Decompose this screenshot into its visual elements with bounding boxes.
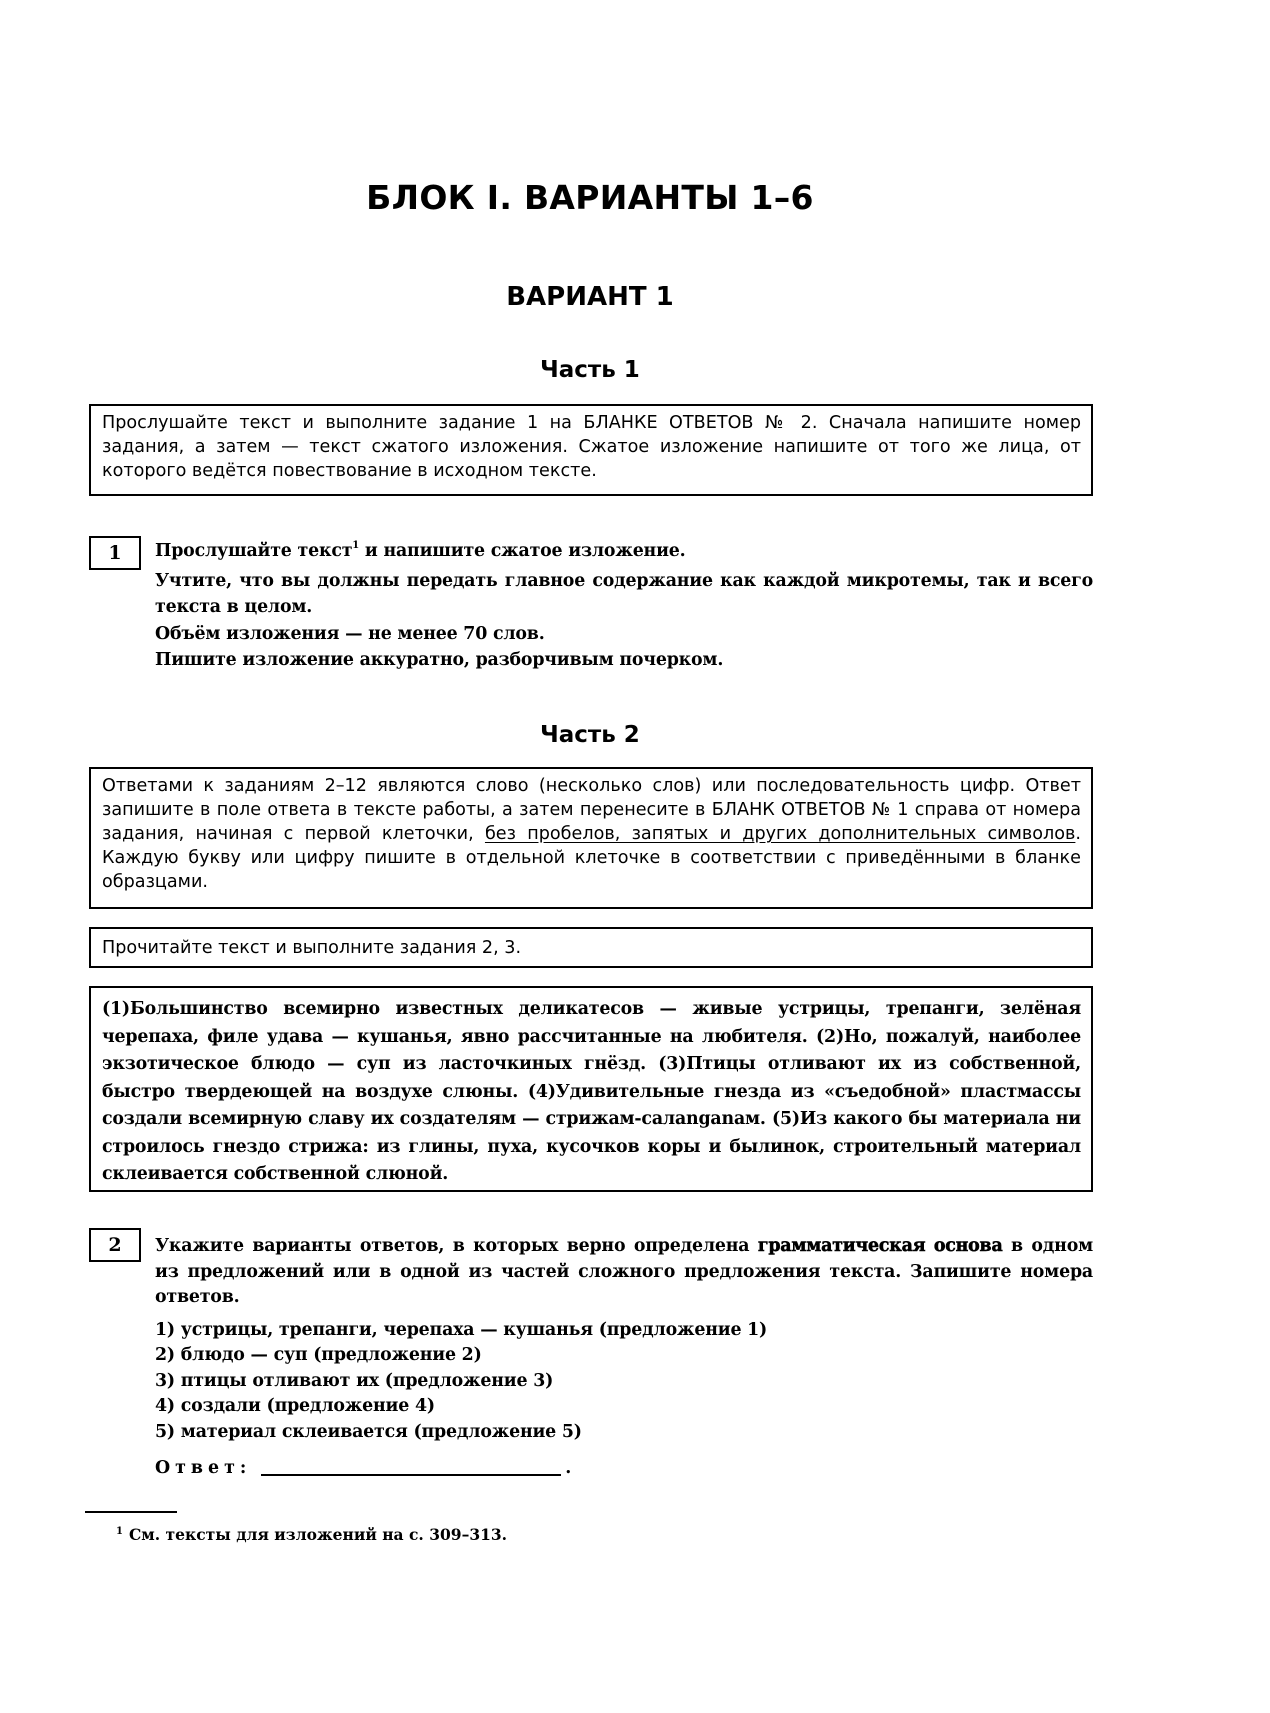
part2-instruction-text: Ответами к заданиям 2–12 являются слово (несколько слов) или последовательность цифр. Ответ запишите в поле ответа в тексте работы, а затем перенесите в БЛАНК ОТВЕТОВ № 1 справа от номера задания, начиная с первой клеточки, [102, 776, 1081, 844]
part2-instruction-underlined: без пробелов, запятых и других дополнительных символов [484, 824, 1076, 844]
read-instruction-text: Прочитайте текст и выполните задания 2, 3. [102, 938, 522, 958]
task1-line: Пишите изложение аккуратно, разборчивым почерком. [155, 650, 724, 670]
task2-question-emphasis: грамматическая основа [757, 1236, 1003, 1256]
part2-title: Часть 2 [540, 722, 640, 748]
task2-question [155, 1234, 1093, 1311]
task2-option-5: 5) материал склеивается (предложение 5) [155, 1421, 582, 1442]
part1-title: Часть 1 [540, 357, 640, 383]
footnote-ref[interactable]: 1 [352, 540, 360, 551]
footnote-text: См. тексты для изложений на с. 309–313. [128, 1525, 508, 1544]
task-number-2: 2 [89, 1228, 141, 1262]
answer-label: Ответ: [155, 1457, 252, 1478]
task2-option-3: 3) птицы отливают их (предложение 3) [155, 1370, 554, 1391]
answer-row [155, 1453, 1093, 1481]
read-instruction-box [89, 927, 1093, 968]
task2-question-text: Укажите варианты ответов, в которых верно определена [155, 1236, 758, 1256]
part1-instruction-box [89, 404, 1093, 496]
block-title: БЛОК I. ВАРИАНТЫ 1–6 [366, 178, 814, 217]
task-number-1: 1 [89, 536, 141, 570]
task1-line: Объём изложения — не менее 70 слов. [155, 623, 545, 644]
answer-field[interactable] [261, 1454, 561, 1476]
task2-body [155, 1234, 1093, 1481]
task1-body [155, 538, 1093, 674]
footnote-divider [85, 1511, 177, 1513]
part2-instruction-text-end: . Каждую букву или цифру пишите в отдельной клеточке в соответствии с приведёнными в бланке образцами. [102, 824, 1081, 892]
task1-line: Учтите, что вы должны передать главное содержание как каждой микротемы, так и всего текста в целом. [155, 570, 1093, 617]
task1-lead-text: Прослушайте текст [155, 541, 353, 561]
task1-lead [155, 538, 1093, 565]
reading-text: (1)Большинство всемирно известных деликатесов — живые устрицы, трепанги, зелёная черепаха, филе удава — кушанья, явно рассчитанные на любителя. (2)Но, пожалуй, наиболее экзотическое блюдо — суп из ласточкиных гнёзд. (3)Птицы отливают их из собственной, быстро твердеющей на воздухе слюны. (4)Удивительные гнезда из «съедобной» пластмассы создали всемирную славу их создателям — стрижам-салanganам. (5)Из какого бы материала ни строилось гнездо стрижа: из глины, пуха, кусочков коры и былинок, строительный материал склеивается собственной слюной. [102, 999, 1081, 1184]
reading-text-box [89, 986, 1093, 1192]
answer-period: . [565, 1457, 572, 1478]
task2-option-2: 2) блюдо — суп (предложение 2) [155, 1345, 482, 1365]
task1-lead-text-end: и напишите сжатое изложение. [359, 541, 686, 561]
task2-option-1: 1) устрицы, трепанги, черепаха — кушанья (предложение 1) [155, 1319, 768, 1340]
footnote [116, 1522, 507, 1545]
task2-option-4: 4) создали (предложение 4) [155, 1396, 435, 1416]
part1-instruction-text: Прослушайте текст и выполните задание 1 на БЛАНКЕ ОТВЕТОВ № 2. Сначала напишите номер задания, а затем — текст сжатого изложения. Сжатое изложение напишите от того же лица, от которого ведётся повествование в исходном тексте. [102, 413, 1081, 481]
task2-question-text-end: в одном из предложений или в одной из частей сложного предложения текста. Запишите номера ответов. [155, 1236, 1093, 1307]
variant-title: ВАРИАНТ 1 [506, 282, 674, 312]
footnote-mark: 1 [116, 1526, 123, 1537]
part2-instruction-box [89, 767, 1093, 909]
